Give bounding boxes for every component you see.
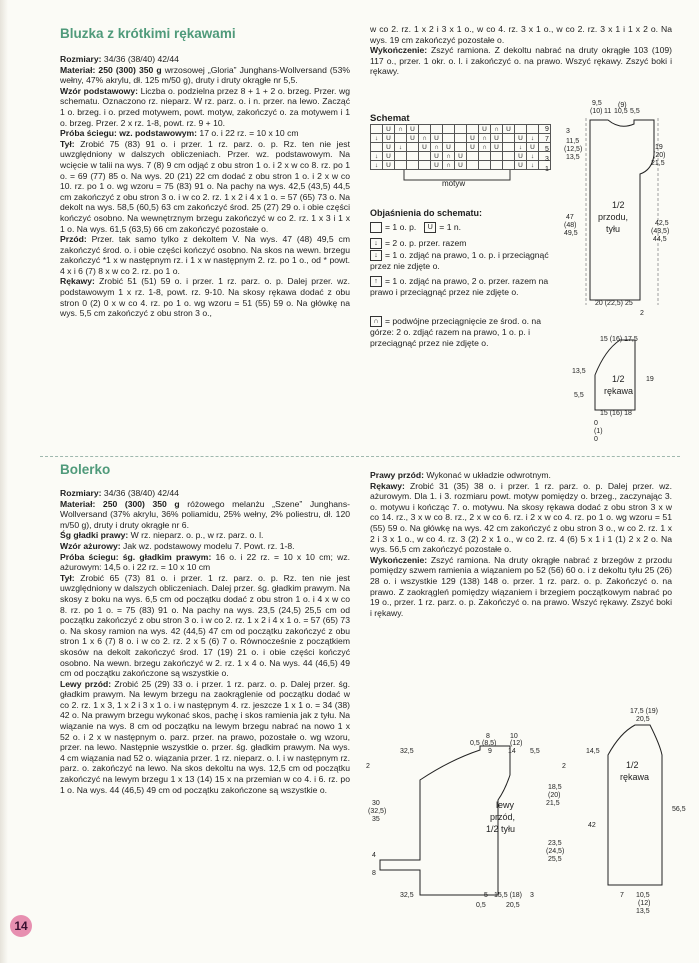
- pattern-measure: 21,5: [546, 800, 560, 807]
- pattern-measure: 10,5: [636, 892, 650, 899]
- paragraph: [370, 555, 672, 619]
- schema-cell: U: [491, 143, 503, 152]
- schema-cell: [443, 134, 455, 143]
- pattern-piece-name: 1/2: [612, 200, 625, 210]
- motif-bracket: [402, 170, 512, 184]
- pattern-piece-name: przód,: [490, 812, 516, 822]
- paragraph-heading: Tył:: [60, 572, 75, 583]
- pattern-measure: 2: [640, 310, 644, 317]
- paragraph-heading: Lewy przód:: [60, 678, 112, 689]
- paragraph-heading: Rękawy:: [60, 276, 95, 287]
- pattern-piece-name: przodu,: [598, 212, 629, 222]
- schema-cell: ↓: [515, 143, 527, 152]
- paragraph-text: Zszyć ramiona. Z dekoltu nabrać na druty okrągłe 103 (109) 117 o., przer. 1 okr. o. l. i zakończyć o. na prawo. Wszyć rękawy. Zszyć boki i rękawy.: [370, 45, 672, 77]
- pattern-measure: 2: [366, 763, 370, 770]
- pattern-measure: (8,5): [482, 740, 497, 747]
- pattern-measure: 5,5: [530, 748, 540, 755]
- pattern-measure: 13,5: [572, 368, 586, 375]
- pattern-measure: (32,5): [368, 808, 387, 815]
- pattern-measure: 0,5: [470, 740, 480, 747]
- schema-row: [371, 152, 551, 161]
- schema-cell: [503, 134, 515, 143]
- paragraph-heading: Próba ściegu: śg. gładkim prawym:: [60, 551, 212, 562]
- paragraph-heading: Rozmiary:: [60, 54, 102, 64]
- schema-cell: [503, 143, 515, 152]
- pattern-measure: 5: [484, 892, 488, 899]
- pattern-measure: 44,5: [653, 236, 667, 243]
- schema-cell: ∩: [419, 134, 431, 143]
- paragraph: [60, 234, 350, 276]
- paragraph: [60, 54, 350, 65]
- schema-cell: [503, 152, 515, 161]
- front-pattern-outline: [360, 730, 560, 910]
- pattern-measure: 3: [530, 892, 534, 899]
- pattern-measure: 15 (16) 17,5: [600, 336, 638, 343]
- body-pattern-outline: [560, 100, 690, 320]
- legend-symbol-icon: U: [424, 222, 436, 233]
- schema-cell: ↓: [527, 134, 539, 143]
- paragraph: [370, 481, 672, 555]
- schema-cell: U: [515, 134, 527, 143]
- legend-item: [370, 222, 550, 233]
- paragraph-heading: Materiał: 250 (300) 350 g: [60, 498, 180, 509]
- schema-cell: [491, 152, 503, 161]
- schema-row: [371, 125, 551, 134]
- pattern-measure: (20): [653, 152, 666, 159]
- pattern-measure: 20,5: [636, 716, 650, 723]
- schema-cell: U: [515, 152, 527, 161]
- paragraph-text: wrzosowej „Gloria” Junghans-Wollversand (53% wełny, 47% akrylu, dł. 125 m/50 g), druty i druty okrągłe nr 5,5.: [60, 64, 350, 86]
- pattern-measure: 20 (22,5) 25: [595, 300, 633, 307]
- schema-cell: [395, 152, 407, 161]
- top-right-column: [370, 24, 672, 77]
- pattern-piece-name: rękawa: [604, 386, 634, 396]
- paragraph-text: różowego melanżu „Szene” Junghans-Wollversand (37% akrylu, 36% poliamidu, 25% wełny, 2% poliestru, dł. 120 m/50 g), druty i druty okrągłe nr 6.: [60, 498, 350, 530]
- pattern-measure: 13,5: [636, 908, 650, 915]
- bottom-right-column: [370, 470, 672, 618]
- paragraph-text: 16 o. i 22 rz. = 10 x 10 cm; wz. ażurowym: 14,5 o. i 22 rz. = 10 x 10 cm: [60, 551, 351, 573]
- pattern-measure: (12,5): [564, 146, 583, 153]
- schema-cell: U: [383, 161, 395, 170]
- pattern-measure: 8: [486, 733, 490, 740]
- pattern-measure: 11,5: [566, 138, 580, 145]
- schema-cell: U: [491, 134, 503, 143]
- schema-row-number: 9: [545, 126, 549, 133]
- schema-row: [371, 161, 551, 170]
- pattern-measure: 3: [566, 128, 570, 135]
- schema-cell: U: [467, 134, 479, 143]
- pattern-piece-name: 1/2 tyłu: [486, 824, 516, 834]
- schema-cell: ∩: [479, 134, 491, 143]
- schema-cell: [455, 125, 467, 134]
- schema-cell: [371, 125, 383, 134]
- schema-cell: [515, 125, 527, 134]
- schema-row: [371, 134, 551, 143]
- schema-cell: [479, 152, 491, 161]
- legend-text: = 2 o. p. przer. razem: [385, 238, 467, 248]
- schema-cell: ↓: [527, 161, 539, 170]
- pattern-measure: 25,5: [548, 856, 562, 863]
- pattern-piece-name: rękawa: [620, 772, 650, 782]
- pattern-measure: 32,5: [400, 748, 414, 755]
- top-left-column: [60, 54, 350, 319]
- paragraph-heading: Przód:: [60, 234, 87, 245]
- schema-cell: U: [407, 125, 419, 134]
- pattern-measure: 4: [372, 852, 376, 859]
- legend-text: = 1 o. zdjąć na prawo, 1 o. p. i przeciągnąć przez nie zdjęte o.: [370, 250, 549, 272]
- pattern-measure: 56,5: [672, 806, 686, 813]
- pattern-measure: 9,5: [592, 100, 602, 107]
- paragraph-text: 34/36 (38/40) 42/44: [101, 54, 179, 64]
- schema-cell: [467, 125, 479, 134]
- pattern-measure: (10): [590, 108, 603, 115]
- pattern-measure: 17,5 (19): [630, 708, 659, 715]
- schema-cell: U: [455, 161, 467, 170]
- schema-cell: ↓: [395, 143, 407, 152]
- paragraph-text: Zrobić 25 (29) 33 o. i przer. 1 rz. parz. o. p. Dalej przer. śg. gładkim prawym. Na lewym brzegu na zaokrąglenie od początku dodać w co 2. rz. 1 x 3, 1 x 2 i 3 x 1 o. i w następnym 4. rz. jeszcze 1 x 1 o. = 34 (38) 42 o. Na prawym brzegu wykonać skos, pachę i skos ramienia jak z tyłu. Na wiązanie na wys. 8 cm od początku na lewym brzegu nabrać na nowo 1 x 52 o. i 2 x w następnym o. parz. przer. na prawo, pozostałe o. wg wzoru, przer. na lewo. Następnie wszystkie o. przer. śg. gładkim prawym. Na wys. 4 cm wiązania nad 52 o. wiązania przer. 1 rz. nieparz. o. l. i w następnym rz. parz. o. zakończyć na lewo. Na skos dekoltu na wys. 12,5 cm od początku zakończyć na lewym brzegu 1 x 13 (14) 15 x na przemian w co 4. i 6. rz. po 1 o. Na wys. 44 (46,5) 49 cm od początku zakończone są wszystkie o.: [60, 678, 350, 795]
- paragraph: [60, 488, 350, 499]
- pattern-measure: 0: [594, 420, 598, 427]
- pattern-measure: 23,5: [548, 840, 562, 847]
- schema-cell: [419, 125, 431, 134]
- paragraph-text: W rz. nieparz. o. p., w rz. parz. o. l.: [128, 530, 264, 541]
- paragraph-heading: Rozmiary:: [60, 488, 102, 498]
- pattern-measure: 13,5: [566, 154, 580, 161]
- schema-row-number: 7: [545, 136, 549, 143]
- pattern-measure: 30: [372, 800, 380, 807]
- pattern-measure: 5,5: [630, 108, 640, 115]
- schema-cell: U: [383, 134, 395, 143]
- paragraph-text: Zrobić 31 (35) 38 o. i przer. 1 rz. parz. o. p. Dalej przer. wz. ażurowym. Dla 1. i 3. rozmiaru powt. motyw pomiędzy o. brzeg., zaczynając 3. o. motywu i kończąc 7. o. motywu. Na skosy rękawa dodać z obu stron 3 x w co 14. rz., 3 x w co 8. rz., 2 x w co 6. rz. i 2 x w co 4. rz. po 1 o. wg wzoru = 51 (55) 59 o. Na główkę na wys. 42 cm zakończyć z obu stron 3 o., w co 2. rz. 1 x 2 i 3 x 1 o., w co 4. rz. 3 (2) 2 x 1 o., w co 2. rz. 4 (6) 5 x 1 i 1 (1) 2 x 2 o. Na wys. 56,5 cm zakończyć pozostałe o.: [370, 480, 672, 555]
- paragraph: [60, 86, 350, 128]
- schema-cell: ∩: [443, 161, 455, 170]
- paragraph: [60, 573, 350, 679]
- top-title: Bluzka z krótkimi rękawami: [60, 26, 236, 41]
- pattern-measure: (12): [510, 740, 523, 747]
- schema-cell: U: [383, 143, 395, 152]
- schema-cell: [407, 161, 419, 170]
- schema-cell: U: [515, 161, 527, 170]
- pattern-measure: 2: [562, 763, 566, 770]
- pattern-measure: (12): [638, 900, 651, 907]
- schema-cell: ↓: [371, 152, 383, 161]
- paragraph: [60, 139, 350, 234]
- pattern-measure: (9): [618, 102, 627, 109]
- schema-cell: [503, 161, 515, 170]
- paragraph: [60, 552, 350, 573]
- pattern-piece-name: 1/2: [626, 760, 639, 770]
- pattern-piece-name: tyłu: [606, 224, 621, 234]
- schema-cell: [395, 161, 407, 170]
- schema-cell: U: [431, 134, 443, 143]
- pattern-measure: 32,5: [400, 892, 414, 899]
- schema-cell: U: [503, 125, 515, 134]
- legend-text: = 1 n.: [439, 222, 462, 232]
- schema-title: Schemat: [370, 113, 410, 124]
- paragraph: [370, 45, 672, 77]
- legend-text: = 1 o. zdjąć na prawo, 2 o. przer. razem na prawo i przeciągnąć przez nie zdjęte o.: [370, 276, 549, 298]
- schema-cell: [407, 152, 419, 161]
- pattern-measure: 7: [620, 892, 624, 899]
- legend-item: [370, 250, 550, 272]
- pattern-measure: (48): [564, 222, 577, 229]
- pattern-measure: 19: [655, 144, 663, 151]
- schema-cell: ↓: [371, 134, 383, 143]
- pattern-measure: (24,5): [546, 848, 565, 855]
- paragraph-text: Zrobić 75 (83) 91 o. i przer. 1 rz. parz. o. p. Rz. ten nie jest uwzględniony w dalszych obliczeniach. Przer. wz. podstawowym. Na wcięcie w talii na wys. 7 (8) 9 cm odjąć z obu stron 1 o. i 2 x w co 8. rz. po 1 o. = 69 (77) 85 o. Na wys. 20 (21) 22 cm dodać z obu stron 1 o. i 2 x w co 10. rz. po 1 o. wg wzoru = 75 (83) 91 o. Na pachy na wys. 42,5 (43,5) 44,5 cm zakończyć z obu stron 3 o. i w co 2. rz. 1 x 2 i 4 x 1 o. = 57 (65) 73 o. Na dekolt na wys. 58,5 (60,5) 63 cm zakończyć środ. 25 (27) 29 o. i obie części kończyć osobno. Na wewnętrznym brzegu zakończyć w co 2. rz. 1 x 3 i 1 x 1 o. Na wys. 61,5 (63,5) 66 cm zakończyć pozostałe o.: [60, 138, 350, 234]
- schema-cell: U: [407, 134, 419, 143]
- legend-symbol-icon: ↓: [370, 250, 382, 261]
- pattern-piece-name: 1/2: [612, 374, 625, 384]
- paragraph-heading: Śg gładki prawy:: [60, 530, 129, 541]
- paragraph-text: Jak wz. podstawowy modelu 7. Powt. rz. 1-8.: [120, 540, 295, 551]
- paragraph-heading: Rękawy:: [370, 480, 405, 491]
- legend-item: [370, 276, 550, 298]
- paragraph-heading: Materiał: 250 (300) 350 g: [60, 64, 162, 75]
- pattern-measure: 8: [372, 870, 376, 877]
- pattern-measure: (43,5): [651, 228, 670, 235]
- paragraph-text: Przer. tak samo tylko z dekoltem V. Na wys. 47 (48) 49,5 cm zakończyć środ. o. i obie części kończyć osobno. Na skos na wewn. brzegu zakończyć *1 x w następnym rz. i 1 x w następnym 2. rz. po 1 o., od * powt. 4 x i 6 (7) 8 x w co 2. rz. po 1 o.: [60, 234, 350, 276]
- pattern-measure: 5,5: [574, 392, 584, 399]
- paragraph-heading: Wzór podstawowy:: [60, 85, 138, 96]
- page-binding-shadow: [0, 0, 8, 963]
- schema-cell: U: [431, 152, 443, 161]
- legend-symbol-icon: [370, 222, 382, 233]
- schema-row-number: 3: [545, 156, 549, 163]
- pattern-measure: 15,5 (18): [494, 892, 523, 899]
- pattern-measure: 0: [594, 436, 598, 443]
- legend-symbol-icon: ↓: [370, 238, 382, 249]
- paragraph: [60, 499, 350, 531]
- schema-cell: ∩: [431, 143, 443, 152]
- pattern-measure: 47: [566, 214, 574, 221]
- schema-row-number: 5: [545, 146, 549, 153]
- schema-cell: U: [479, 125, 491, 134]
- schema-cell: [431, 125, 443, 134]
- schema-cell: ∩: [395, 125, 407, 134]
- paragraph-text: Zrobić 65 (73) 81 o. i przer. 1 rz. parz. o. p. Rz. ten nie jest uwzględniony w dalszych obliczeniach. Dalej przer. śg. gładkim prawym. Na skosy z boku na wys. 6,5 cm od początku dodać z obu stron 1 o. i 4 x w co 8. rz. po 1 o. = 75 (83) 91 o. Na pachy na wys. 23,5 (24,5) 25,5 cm od początku zakończyć z obu stron 3 o. i w co 2. rz. 1 x 2 i 4 x 1 o. = 57 (65) 73 o. Na skosy ramion na wys. 42 (44,5) 47 cm od początku zakończyć z obu stron 1 x 6 (7) 8 o. i w co 2. rz. 2 x 5 (6) 7 o. Równocześnie z początkiem skosów na dekolt zakończyć środ. 17 (19) 21 o. i obie części kończyć osobno. Na wewn. brzegu zakończyć w 2. rz. 1 x 4 o. Na wys. 44 (46,5) 49 cm od początku zakończone są wszystkie o.: [60, 572, 350, 679]
- section-separator: [40, 456, 680, 457]
- paragraph-text: Zszyć ramiona. Na druty okrągłe nabrać z brzegów z przodu pomiędzy szwem ramienia a wiązaniem po 52 (56) 60 o. i z dekoltu tyłu 25 (26) 28 o. i wszystkie 129 (138) 148 o. przer. 1 rz. parz. o. p. Zakończyć o. na prawo. Z zaokrągleń pomiędzy wiązaniem i brzegiem początkowym nabrać po 19 o., przer. 1 rz. parz. o. p. Zakończyć o. na prawo. Wszyć rękawy. Zszyć boki i rękawy.: [370, 554, 672, 618]
- schema-cell: [455, 143, 467, 152]
- schema-cell: U: [383, 152, 395, 161]
- schema-cell: U: [383, 125, 395, 134]
- pattern-measure: 21,5: [651, 160, 665, 167]
- bottom-title: Bolerko: [60, 462, 111, 477]
- pattern-measure: (1): [594, 428, 603, 435]
- paragraph-heading: Tył:: [60, 138, 75, 149]
- paragraph-heading: Wykończenie:: [370, 554, 428, 565]
- legend-item: [370, 238, 550, 249]
- paragraph-text: Liczba o. podzielna przez 8 + 1 + 2 o. brzeg. Przer. wg schematu. Oznaczono rz. nieparz. W rz. parz. o. i n. przer. na lewo. Zacząć 1 o. brzeg. i o. przed motywem, powt. motyw, zakończyć o. za motywem i 1 o. brzeg. Przer. 2 x rz. 1-8, powt. rz. 9 + 10.: [60, 85, 350, 128]
- schema-cell: U: [431, 161, 443, 170]
- pattern-measure: (20): [548, 792, 561, 799]
- paragraph-text: 17 o. i 22 rz. = 10 x 10 cm: [197, 128, 299, 139]
- schema-row: [371, 143, 551, 152]
- pattern-measure: 11: [604, 108, 612, 115]
- paragraph: [60, 276, 350, 318]
- schema-row-number: 1: [545, 166, 549, 173]
- pattern-measure: 10,5: [614, 108, 628, 115]
- pattern-measure: 10: [510, 733, 518, 740]
- pattern-piece-name: lewy: [496, 800, 515, 810]
- schema-cell: U: [527, 143, 539, 152]
- schema-cell: [527, 125, 539, 134]
- schema-cell: [419, 161, 431, 170]
- legend-text: = podwójne przeciągnięcie ze środ. o. na górze: 2 o. zdjąć razem na prawo, 1 o. p. i przeciągnąć przez nie zdjęte o.: [370, 316, 541, 348]
- knitting-schema-chart: [370, 124, 551, 170]
- paragraph: [370, 470, 672, 481]
- schema-cell: [491, 161, 503, 170]
- schema-cell: [467, 161, 479, 170]
- page-number: 14: [10, 915, 32, 937]
- schema-cell: ∩: [479, 143, 491, 152]
- pattern-measure: 20,5: [506, 902, 520, 909]
- paragraph: [60, 530, 350, 541]
- pattern-measure: 19: [646, 376, 654, 383]
- schema-cell: U: [467, 143, 479, 152]
- pattern-measure: 0,5: [476, 902, 486, 909]
- schema-cell: ∩: [491, 125, 503, 134]
- schema-cell: U: [419, 143, 431, 152]
- paragraph: [60, 541, 350, 552]
- pattern-measure: 9: [488, 748, 492, 755]
- pattern-measure: 42: [588, 822, 596, 829]
- paragraph-text: Wykonać w układzie odwrotnym.: [423, 470, 551, 480]
- legend-symbol-icon: ↑: [370, 276, 382, 287]
- paragraph-heading: Wykończenie:: [370, 45, 428, 56]
- paragraph-heading: Próba ściegu: wz. podstawowym:: [60, 128, 198, 139]
- legend-title: Objaśnienia do schematu:: [370, 208, 483, 218]
- paragraph-text: Zrobić 51 (51) 59 o. i przer. 1 rz. parz. o. p. Dalej przer. wz. podstawowym 1 x rz. 1-8, powt. rz. 9-10. Na skosy rękawa dodać z obu stron 0 (2) 0 x w co 4. rz. po 1 o. wg wzoru = 51 (55) 59 o. Na główkę na wys. 5,5 cm zakończyć z obu stron 3 o.,: [60, 276, 350, 319]
- schema-cell: U: [443, 143, 455, 152]
- schema-cell: [479, 161, 491, 170]
- paragraph-text: w co 2. rz. 1 x 2 i 3 x 1 o., w co 4. rz. 3 x 1 o., w co 2. rz. 3 x 1 i 1 x 2 o. Na wys. 19 cm zakończyć pozostałe o.: [370, 24, 672, 45]
- paragraph: [370, 24, 672, 45]
- schema-cell: [419, 152, 431, 161]
- paragraph: [60, 679, 350, 796]
- schema-cell: [371, 143, 383, 152]
- legend-text: = 1 o. p.: [385, 222, 417, 232]
- schema-cell: [443, 125, 455, 134]
- pattern-measure: 18,5: [548, 784, 562, 791]
- pattern-measure: 35: [372, 816, 380, 823]
- paragraph: [60, 128, 350, 139]
- pattern-measure: 42,5: [655, 220, 669, 227]
- pattern-measure: 14: [508, 748, 516, 755]
- schema-cell: ∩: [443, 152, 455, 161]
- schema-cell: ↓: [371, 161, 383, 170]
- legend-item: [370, 316, 550, 348]
- schema-cell: U: [455, 152, 467, 161]
- pattern-measure: 15 (16) 18: [600, 410, 632, 417]
- paragraph-text: 34/36 (38/40) 42/44: [101, 488, 179, 498]
- schema-cell: ↓: [527, 152, 539, 161]
- schema-cell: [395, 134, 407, 143]
- pattern-measure: 14,5: [586, 748, 600, 755]
- bottom-left-column: [60, 488, 350, 795]
- schema-cell: [467, 152, 479, 161]
- schema-cell: [455, 134, 467, 143]
- paragraph-heading: Wzór ażurowy:: [60, 540, 121, 551]
- paragraph: [60, 65, 350, 86]
- pattern-measure: 49,5: [564, 230, 578, 237]
- paragraph-heading: Prawy przód:: [370, 470, 424, 480]
- schema-cell: [407, 143, 419, 152]
- schema-motif-label: motyw: [442, 179, 466, 188]
- legend-symbol-icon: ∩: [370, 316, 382, 327]
